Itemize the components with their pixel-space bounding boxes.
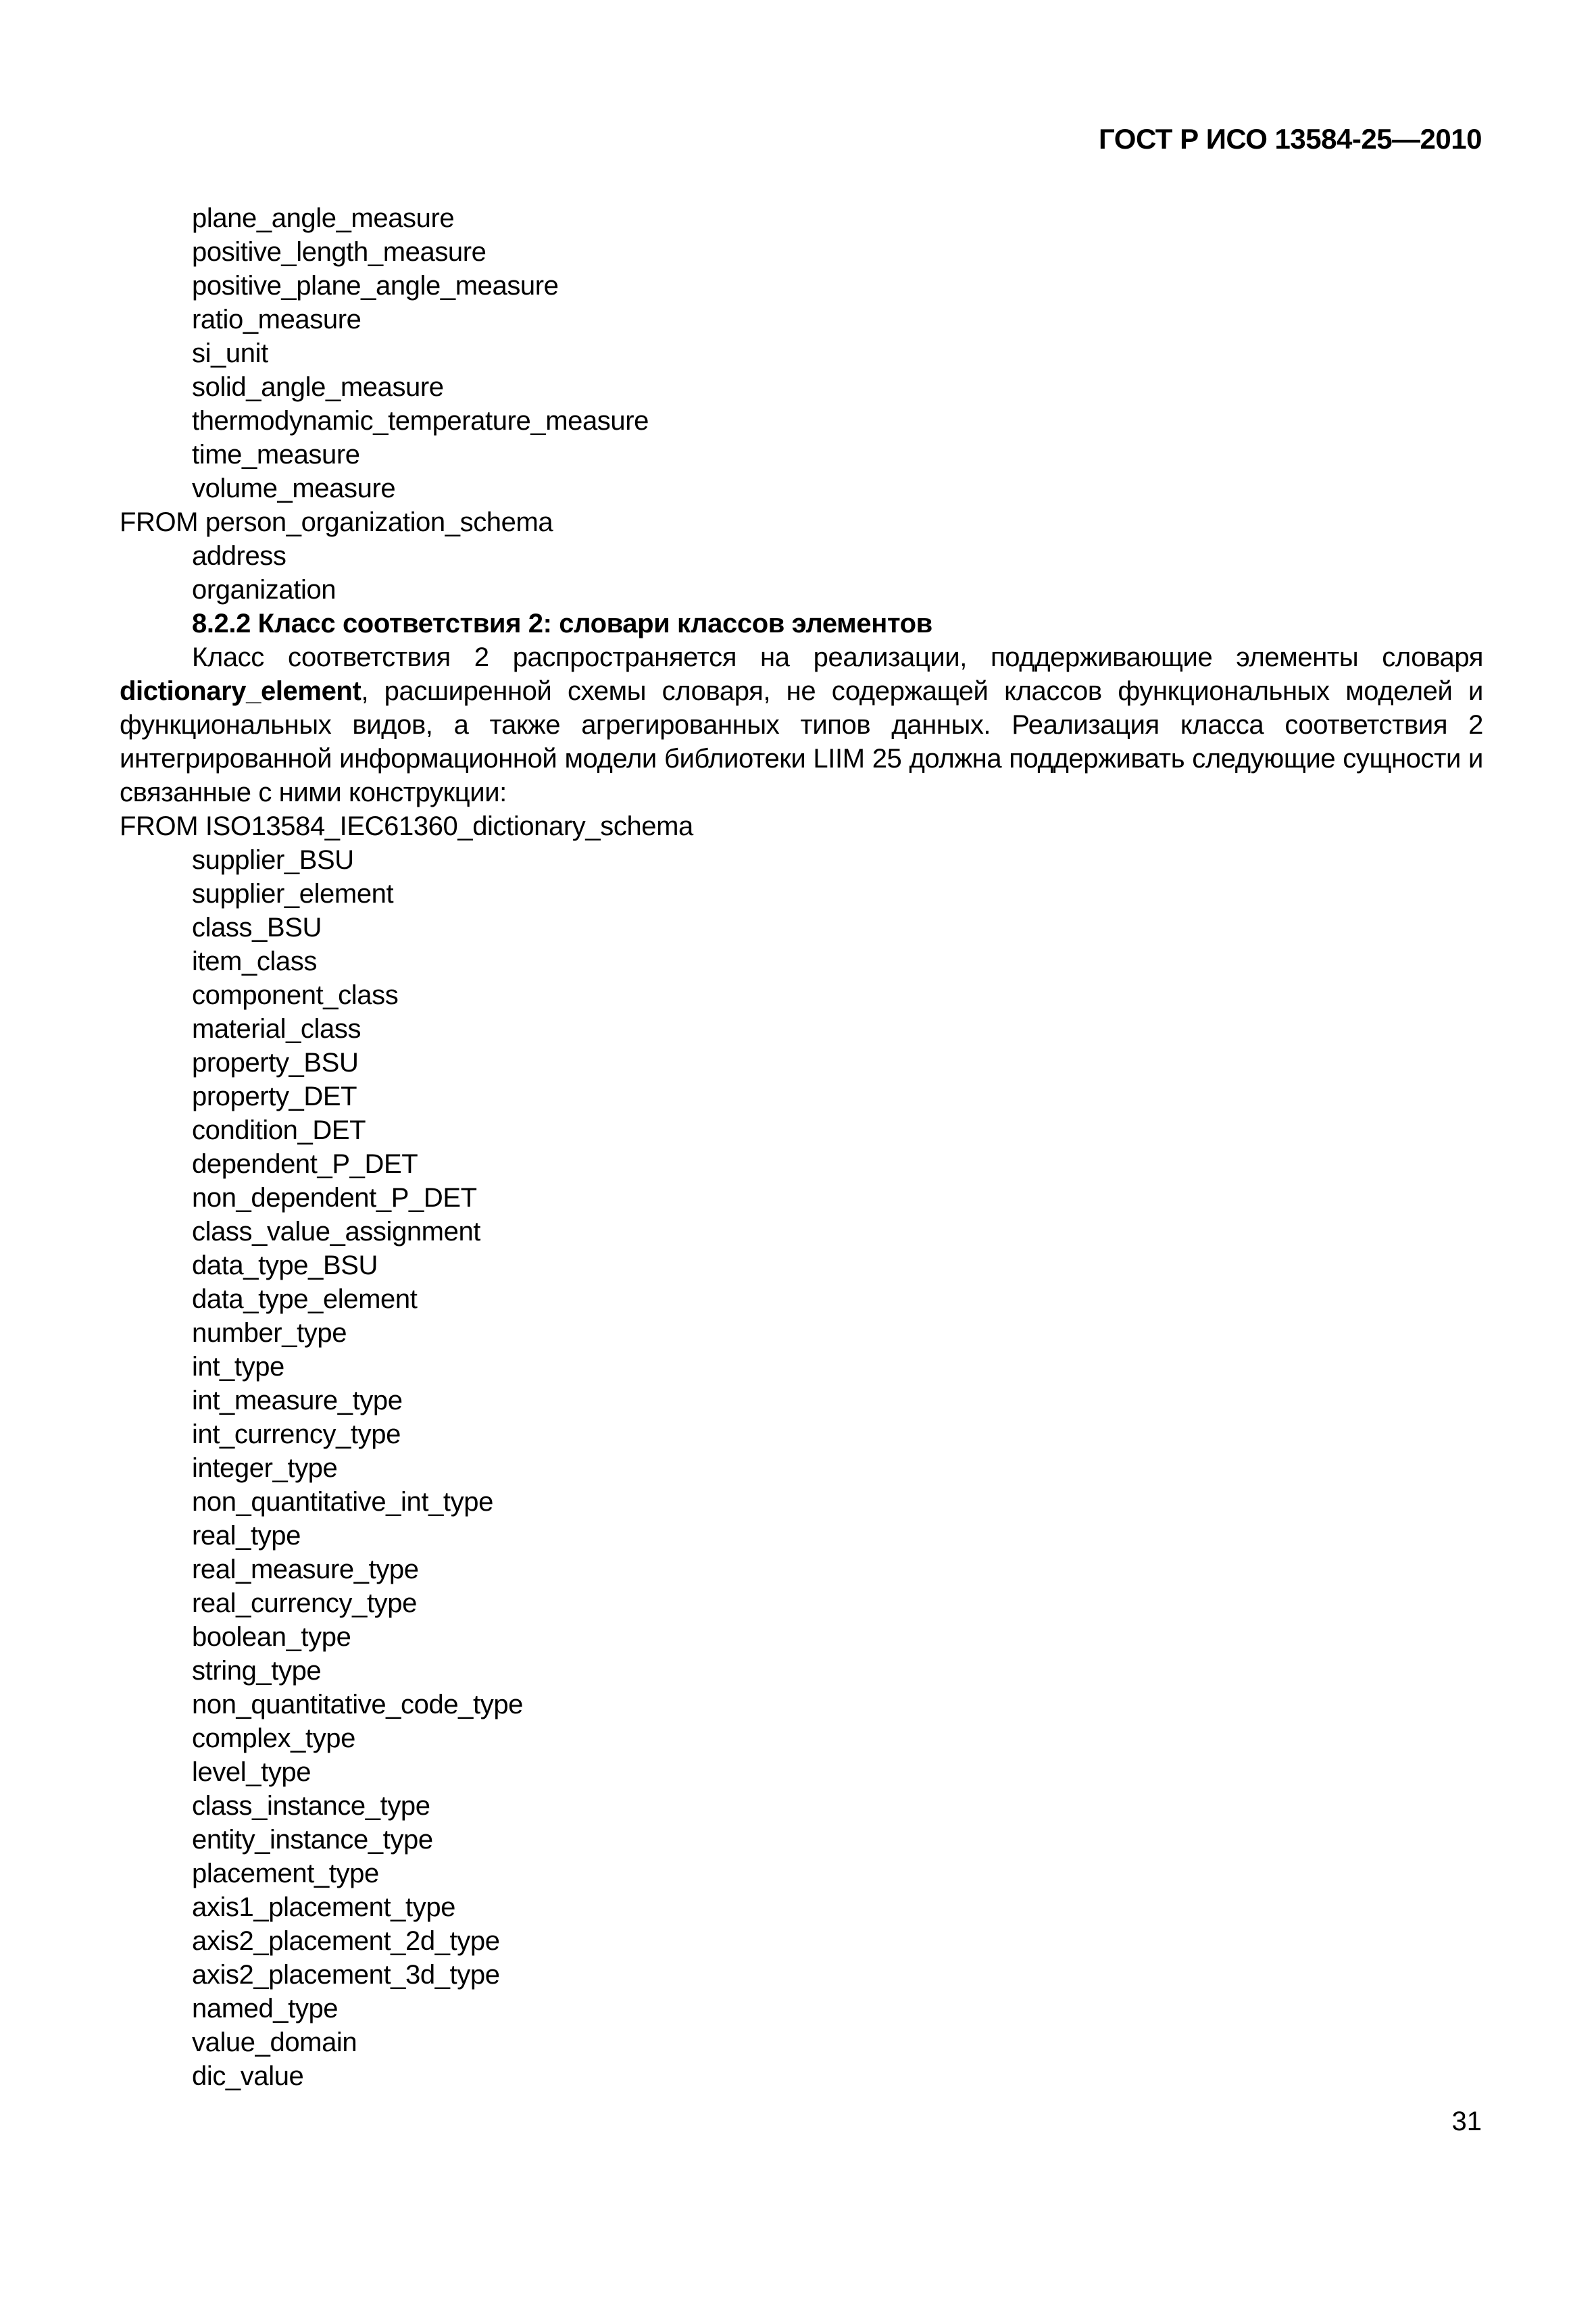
section-paragraph bbox=[120, 640, 1483, 809]
list-item: supplier_element bbox=[192, 879, 394, 909]
person-organization-entity-list bbox=[120, 539, 1483, 607]
list-item: condition_DET bbox=[192, 1115, 366, 1145]
list-item: non_dependent_P_DET bbox=[192, 1183, 477, 1213]
list-item: component_class bbox=[192, 980, 399, 1010]
list-item: int_measure_type bbox=[192, 1386, 403, 1415]
list-item: integer_type bbox=[192, 1453, 338, 1483]
list-item: address bbox=[192, 541, 286, 571]
list-item: axis2_placement_2d_type bbox=[192, 1926, 500, 1956]
list-item: plane_angle_measure bbox=[192, 203, 455, 233]
list-item: placement_type bbox=[192, 1859, 379, 1888]
list-item: non_quantitative_int_type bbox=[192, 1487, 493, 1517]
list-item: time_measure bbox=[192, 440, 360, 470]
list-item: thermodynamic_temperature_measure bbox=[192, 406, 649, 436]
list-item: int_currency_type bbox=[192, 1419, 401, 1449]
paragraph-text-start: Класс соответствия 2 распространяется на реализации, поддерживающие элементы словаря bbox=[192, 643, 1483, 672]
list-item: class_value_assignment bbox=[192, 1217, 481, 1247]
list-item: axis2_placement_3d_type bbox=[192, 1960, 500, 1990]
list-item: complex_type bbox=[192, 1724, 355, 1753]
list-item: property_BSU bbox=[192, 1048, 359, 1078]
list-item: int_type bbox=[192, 1352, 284, 1382]
list-item: positive_plane_angle_measure bbox=[192, 271, 559, 301]
list-item: real_currency_type bbox=[192, 1588, 417, 1618]
page-content bbox=[120, 201, 1483, 2093]
list-item: si_unit bbox=[192, 338, 268, 368]
list-item: volume_measure bbox=[192, 474, 396, 503]
list-item: value_domain bbox=[192, 2028, 357, 2057]
unit-entity-list bbox=[120, 201, 1483, 505]
list-item: material_class bbox=[192, 1014, 361, 1044]
list-item: data_type_BSU bbox=[192, 1251, 378, 1280]
list-item: real_type bbox=[192, 1521, 301, 1551]
list-item: organization bbox=[192, 575, 336, 605]
from-person-organization-schema: FROM person_organization_schema bbox=[120, 507, 553, 537]
list-item: dependent_P_DET bbox=[192, 1149, 418, 1179]
list-item: positive_length_measure bbox=[192, 237, 487, 267]
list-item: data_type_element bbox=[192, 1284, 418, 1314]
list-item: class_BSU bbox=[192, 913, 322, 942]
list-item: dic_value bbox=[192, 2061, 304, 2091]
list-item: entity_instance_type bbox=[192, 1825, 433, 1855]
list-item: named_type bbox=[192, 1994, 339, 2023]
list-item: number_type bbox=[192, 1318, 347, 1348]
list-item: class_instance_type bbox=[192, 1791, 430, 1821]
paragraph-text-end: , расширенной схемы словаря, не содержащей классов функциональных моделей и функциональных видов, а также агрегированных типов данных. Реализация класса соответствия 2 интегрированной информационной модели библиотеки LIIM 25 должна поддерживать следующие сущности и связанные с ними конструкции: bbox=[120, 676, 1483, 807]
list-item: item_class bbox=[192, 947, 317, 976]
list-item: property_DET bbox=[192, 1082, 357, 1111]
list-item: supplier_BSU bbox=[192, 845, 354, 875]
list-item: axis1_placement_type bbox=[192, 1892, 456, 1922]
from-dictionary-schema: FROM ISO13584_IEC61360_dictionary_schema bbox=[120, 811, 693, 841]
list-item: string_type bbox=[192, 1656, 322, 1686]
paragraph-bold-term: dictionary_element bbox=[120, 676, 361, 706]
dictionary-entity-list bbox=[120, 843, 1483, 2093]
page-number: 31 bbox=[1451, 2107, 1482, 2136]
list-item: ratio_measure bbox=[192, 305, 361, 334]
list-item: solid_angle_measure bbox=[192, 372, 444, 402]
document-id-header: ГОСТ Р ИСО 13584-25—2010 bbox=[1099, 123, 1482, 155]
list-item: level_type bbox=[192, 1757, 311, 1787]
list-item: boolean_type bbox=[192, 1622, 351, 1652]
section-heading: 8.2.2 Класс соответствия 2: словари классов элементов bbox=[192, 609, 932, 638]
list-item: real_measure_type bbox=[192, 1555, 419, 1584]
list-item: non_quantitative_code_type bbox=[192, 1690, 524, 1719]
